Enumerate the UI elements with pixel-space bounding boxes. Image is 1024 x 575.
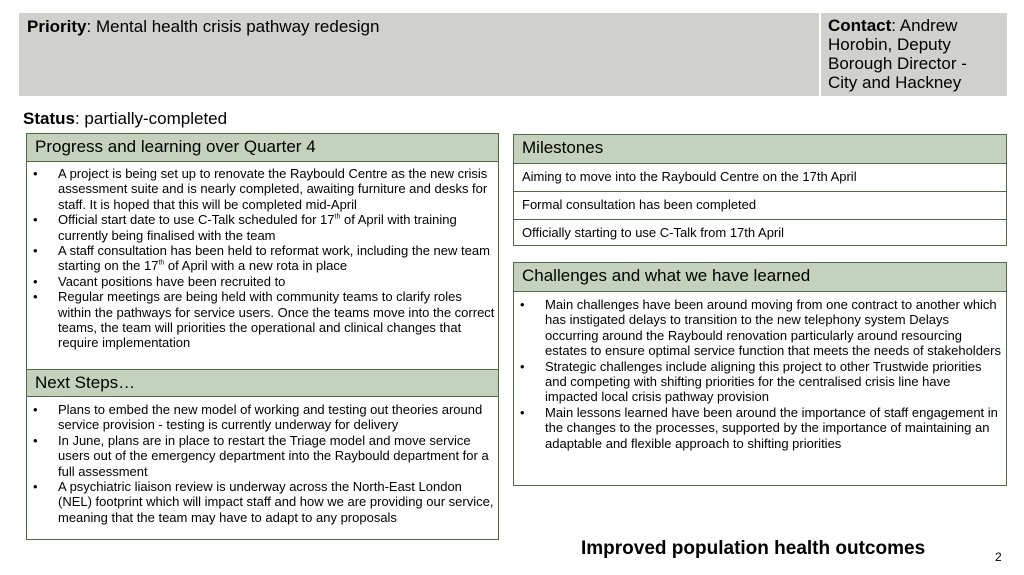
progress-panel: [26, 133, 499, 540]
progress-list: [27, 166, 498, 351]
status-line: [23, 109, 227, 129]
next-steps-title: Next Steps…: [27, 369, 498, 397]
list-item: • Main challenges have been around moving from one contract to another which has instigated delays to transition to the new telephony system Delays occurring around the Raybould renovation particularly around resourcing estates to ensure optimal service function that meets the needs of stakeholders: [514, 297, 1006, 359]
progress-body: [27, 162, 498, 369]
page-number: 2: [995, 550, 1002, 564]
footer-title: Improved population health outcomes: [581, 538, 926, 559]
challenges-list: [514, 297, 1006, 451]
status-text: : partially-completed: [74, 109, 228, 128]
list-item: • Vacant positions have been recruited to: [27, 274, 498, 289]
list-item: • Main lessons learned have been around the importance of staff engagement in the changes to the processes, supported by the importance of maintaining an adaptable and flexible approach to shifting priorities: [514, 405, 1006, 451]
milestones-panel: [513, 134, 1007, 246]
list-item: • Plans to embed the new model of working and testing out theories around service provision - testing is currently underway for delivery: [27, 402, 498, 433]
milestone-row: Aiming to move into the Raybould Centre on the 17th April: [514, 163, 1006, 191]
next-steps-body: [27, 397, 498, 525]
priority-label: Priority: [27, 17, 87, 36]
list-item: • Official start date to use C-Talk scheduled for 17th of April with training currently being finalised with the team: [27, 212, 498, 243]
challenges-body: [514, 292, 1006, 451]
milestones-title: Milestones: [514, 135, 1006, 163]
next-steps-list: [27, 402, 498, 525]
milestone-row: Officially starting to use C-Talk from 17th April: [514, 219, 1006, 247]
priority-text: : Mental health crisis pathway redesign: [86, 17, 380, 36]
list-item: • A psychiatric liaison review is underway across the North-East London (NEL) footprint which will impact staff and how we are providing our service, meaning that the team may have to adapt to any proposals: [27, 479, 498, 525]
contact-label: Contact: [828, 16, 892, 35]
progress-title: Progress and learning over Quarter 4: [27, 134, 498, 162]
list-item: • In June, plans are in place to restart the Triage model and move service users out of the emergency department into the Raybould department for a full assessment: [27, 433, 498, 479]
list-item: • Strategic challenges include aligning this project to other Trustwide priorities and competing with shifting priorities for the centralised crisis line have impacted local crisis pathway provision: [514, 359, 1006, 405]
milestone-row: Formal consultation has been completed: [514, 191, 1006, 219]
list-item: • A project is being set up to renovate the Raybould Centre as the new crisis assessment suite and is nearly completed, awaiting furniture and desks for staff. It is hoped that this will be completed mid-April: [27, 166, 498, 212]
challenges-title: Challenges and what we have learned: [514, 263, 1006, 292]
contact-text: : Andrew Horobin, Deputy Borough Director - City and Hackney: [828, 16, 967, 92]
status-label: Status: [23, 109, 75, 128]
challenges-panel: [513, 262, 1007, 486]
list-item: • A staff consultation has been held to reformat work, including the new team starting on the 17th of April with a new rota in place: [27, 243, 498, 274]
contact-header: [821, 13, 1007, 96]
list-item: • Regular meetings are being held with community teams to clarify roles within the pathways for service users. Once the teams move into the correct teams, the team will priorities the operational and clinical changes that require implementation: [27, 289, 498, 351]
priority-header: [19, 13, 819, 96]
